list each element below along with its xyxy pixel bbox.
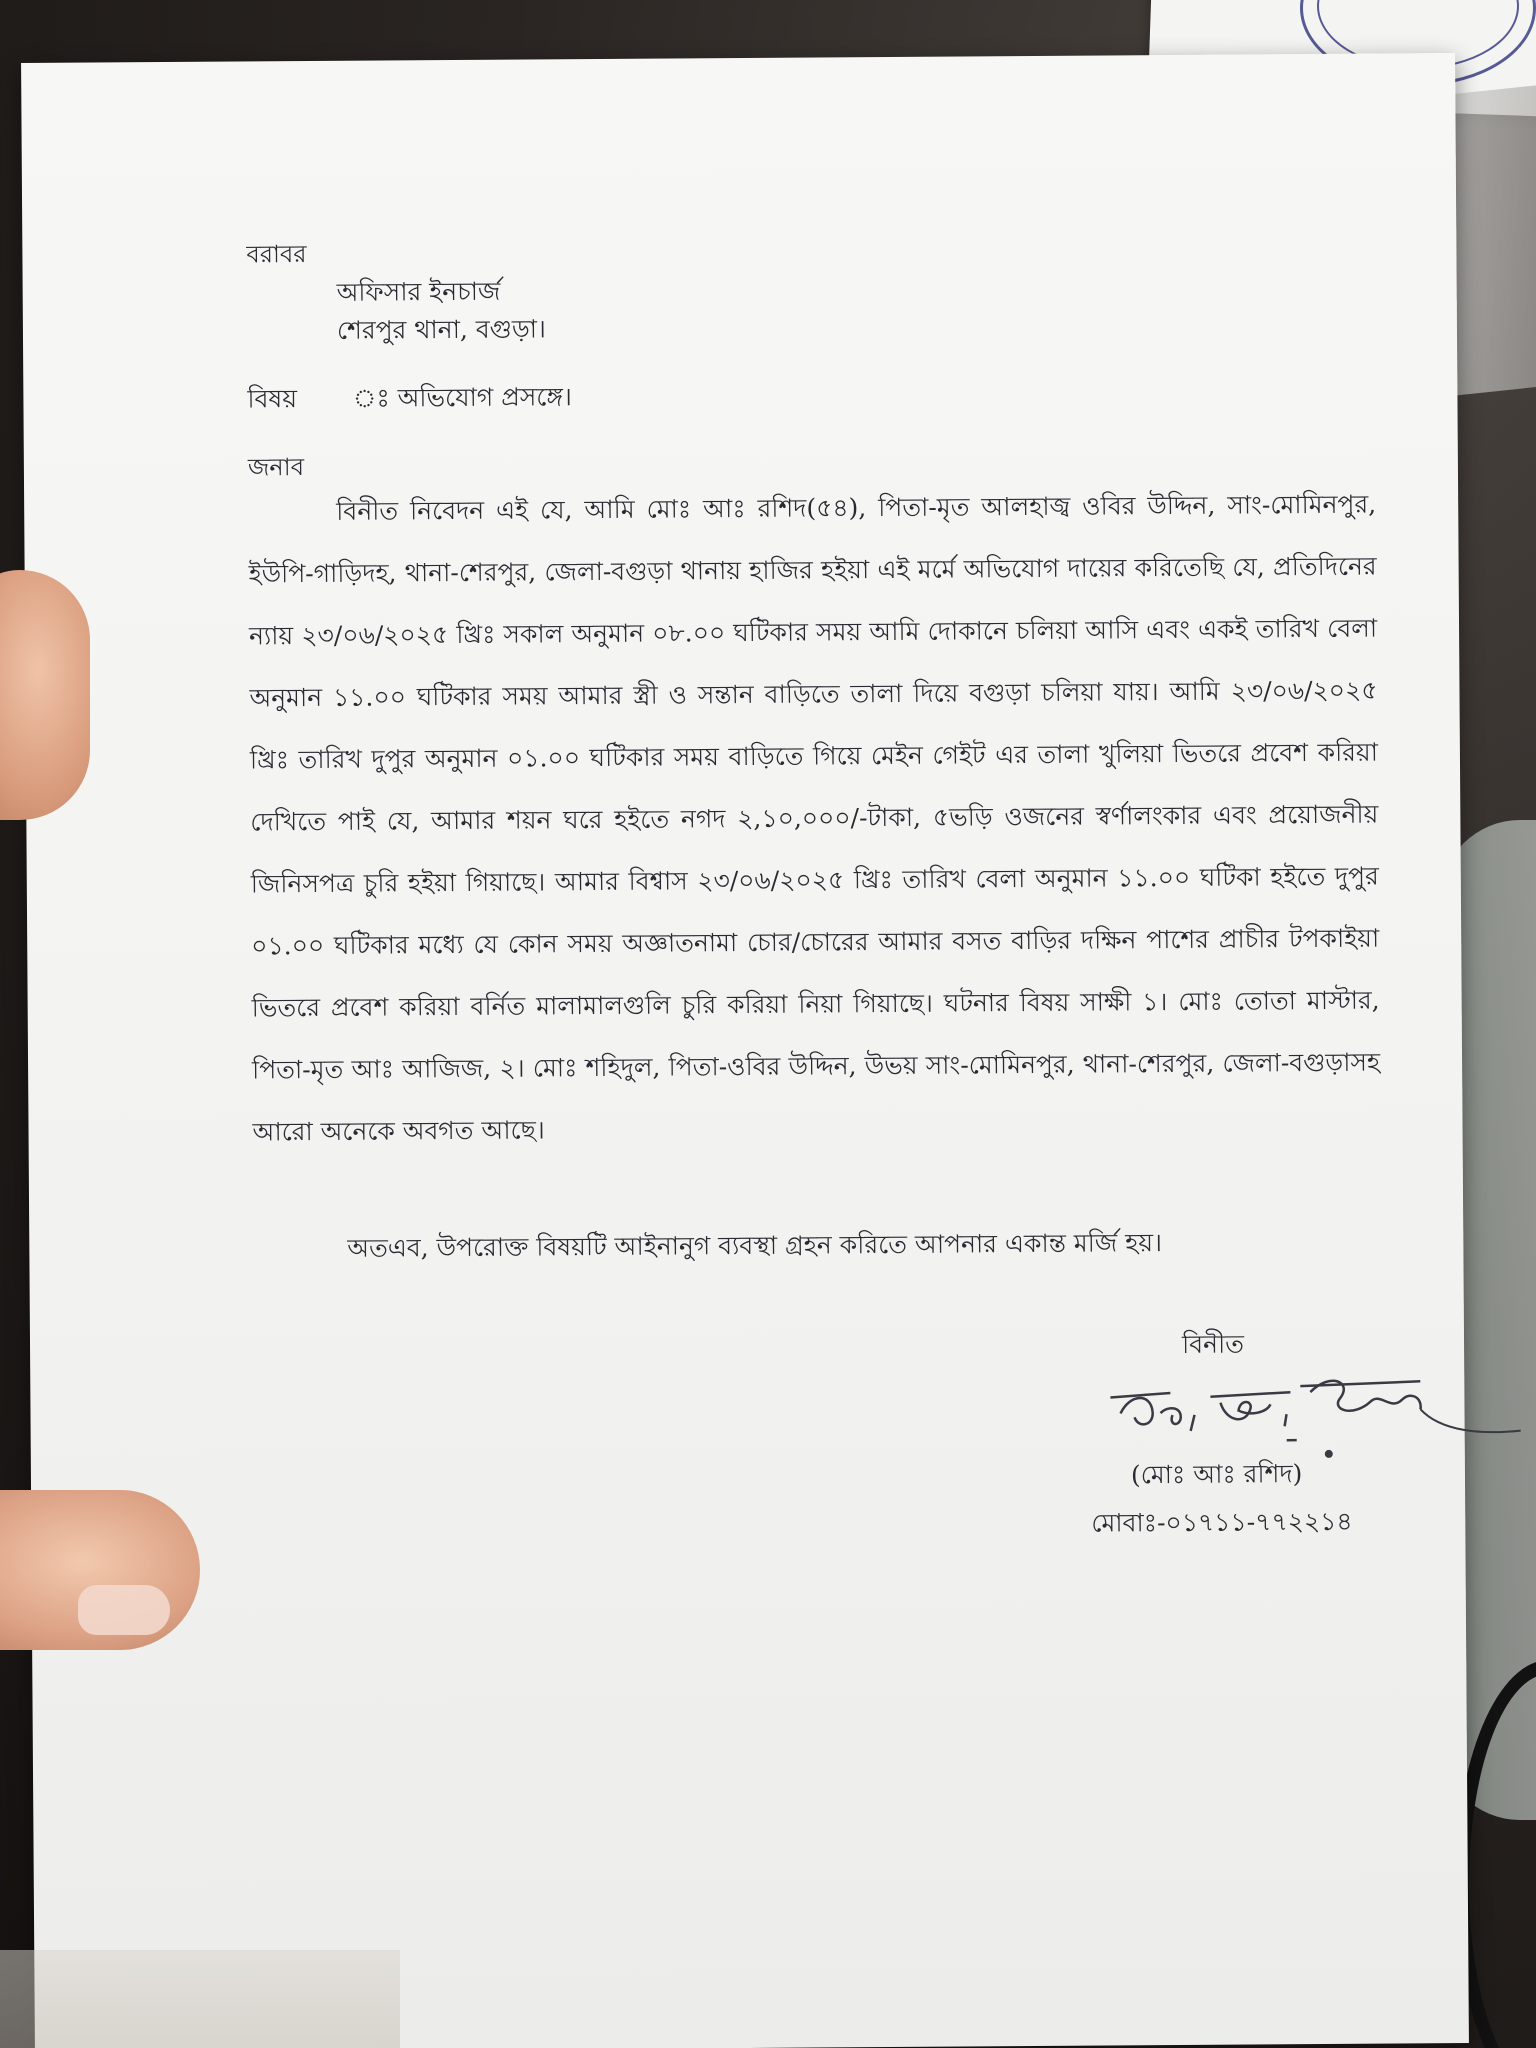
salutation: জনাব [247,453,305,482]
holding-thumb-top [0,570,90,820]
subject-label: বিষয় [247,384,298,414]
closing-word: বিনীত [1181,1329,1245,1359]
letter-conclusion: অতএব, উপরোক্ত বিষয়টি আইনানুগ ব্যবস্থা গ্রহন করিতে আপনার একান্ত মর্জি হয়। [347,1228,1163,1263]
sender-phone: মোবাঃ-০১৭১১-৭৭২২১৪ [1091,1506,1353,1538]
recipient-location: শেরপুর থানা, বগুড়া। [336,314,547,345]
complaint-letter [21,53,1469,2048]
handwritten-signature [1090,1351,1531,1464]
subject-line [247,377,572,422]
address-label: বরাবর [246,240,307,269]
subject-text: ঃ অভিযোগ প্রসঙ্গে। [352,382,572,413]
background-cloth [0,1950,400,2048]
sender-name: (মোঃ আঃ রশিদ) [1130,1459,1303,1490]
thumb-nail [78,1585,170,1635]
letter-body: বিনীত নিবেদন এই যে, আমি মোঃ আঃ রশিদ(৫৪), পিতা-মৃত আলহাজ্ব ওবির উদ্দিন, সাং-মোমিনপুর, ইউপি-গাড়িদহ, থানা-শেরপুর, জেলা-বগুড়া থানায় হাজির হইয়া এই মর্মে অভিযোগ দায়ের করিতেছি যে, প্রতিদিনের ন্যায় ২৩/০৬/২০২৫ খ্রিঃ সকাল অনুমান ০৮.০০ ঘটিকার সময় আমি দোকানে চলিয়া আসি এবং একই তারিখ বেলা অনুমান ১১.০০ ঘটিকার সময় আমার স্ত্রী ও সন্তান বাড়িতে তালা দিয়ে বগুড়া চলিয়া যায়। আমি ২৩/০৬/২০২৫ খ্রিঃ তারিখ দুপুর অনুমান ০১.০০ ঘটিকার সময় বাড়িতে গিয়ে মেইন গেইট এর তালা খুলিয়া ভিতরে প্রবেশ করিয়া দেখিতে পাই যে, আমার শয়ন ঘরে হইতে নগদ ২,১০,০০০/-টাকা, ৫ভড়ি ওজনের স্বর্ণালংকার এবং প্রয়োজনীয় জিনিসপত্র চুরি হইয়া গিয়াছে। আমার বিশ্বাস ২৩/০৬/২০২৫ খ্রিঃ তারিখ বেলা অনুমান ১১.০০ ঘটিকা হইতে দুপুর ০১.০০ ঘটিকার মধ্যে যে কোন সময় অজ্ঞাতনামা চোর/চোরের আমার বসত বাড়ির দক্ষিন পাশের প্রাচীর টপকাইয়া ভিতরে প্রবেশ করিয়া বর্নিত মালামালগুলি চুরি করিয়া নিয়া গিয়াছে। ঘটনার বিষয় সাক্ষী ১। মোঃ তোতা মাস্টার, পিতা-মৃত আঃ আজিজ, ২। মোঃ শহিদুল, পিতা-ওবির উদ্দিন, উভয় সাং-মোমিনপুর, থানা-শেরপুর, জেলা-বগুড়াসহ আরো অনেকে অবগত আছে। [248,489,1381,1147]
recipient-title: অফিসার ইনচার্জ [336,276,501,307]
